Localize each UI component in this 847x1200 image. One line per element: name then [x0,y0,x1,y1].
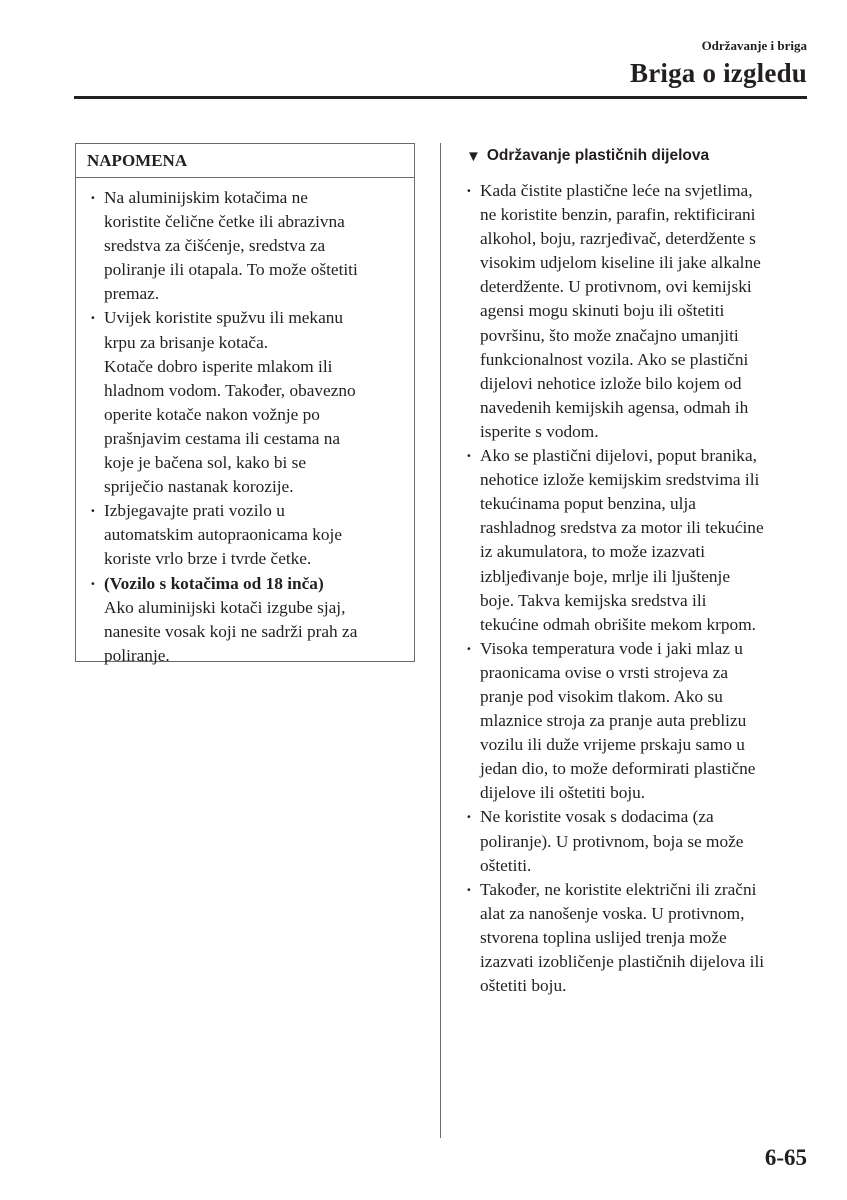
right-column [466,143,811,998]
note-item [90,186,406,306]
note-item-text: Uvijek koristite spužvu ili mekanu krpu za brisanje kotača. Kotače dobro isperite mlakom ili hladnom vodom. Također, obavezno operite kotače nakon vožnje po prašnjavim cestama ili cestama na koje je bačena sol, kako bi se spriječio nastanak korozije. [104,308,356,497]
header-rule [74,96,807,99]
section-list [466,179,811,998]
bullet-dot: · [90,308,96,328]
note-item [90,306,406,499]
list-item-text: Ako se plastični dijelovi, poput branika, nehotice izlože kemijskim sredstvima ili tekućinama poput benzina, ulja rashladnog sredstva za motor ili tekućine iz akumulatora, to može izazvati izbljeđivanje boje, mrlje ili ljuštenje boje. Takva kemijska sredstva ili tekućine odmah obrišite mekom krpom. [480,446,764,634]
page-title: Briga o izgledu [630,58,807,88]
list-item-text: Kada čistite plastične leće na svjetlima, ne koristite benzin, parafin, rektificirani alkohol, boju, razrjeđivač, deterdžente s visokim udjelom kiseline ili jake alkalne deterdžente. U protivnom, ovi kemijski agensi mogu skinuti boju ili oštetiti površinu, što može značajno umanjiti funkcionalnost vozila. Ako se plastični dijelovi nehotice izlože bilo kojem od navedenih kemijskih agensa, odmah ih isperite s vodom. [480,181,761,441]
bullet-dot: · [466,638,472,658]
bullet-dot: · [466,879,472,899]
bullet-dot: · [90,188,96,207]
note-item [90,572,406,668]
list-item [466,444,811,637]
note-item-text: Na aluminijskim kotačima ne koristite čelične četke ili abrazivna sredstva za čišćenje, sredstva za poliranje ili otapala. To može oštetiti premaz. [104,188,358,304]
note-list [76,178,414,668]
bullet-dot: · [466,181,472,200]
note-item [90,499,406,571]
bullet-dot: · [90,501,96,521]
bullet-dot: · [466,807,472,827]
note-item-bold-heading: (Vozilo s kotačima od 18 inča) [104,573,324,593]
column-divider [440,143,441,1138]
bullet-dot: · [90,573,96,593]
bullet-dot: · [466,446,472,466]
list-item [466,637,811,806]
note-item-text: Izbjegavajte prati vozilo u automatskim autopraonicama koje koriste vrlo brze i tvrde četke. [104,501,343,569]
header-section-label: Održavanje i briga [701,38,807,53]
section-heading-text: Održavanje plastičnih dijelova [486,147,710,164]
list-item-text: Ne koristite vosak s dodacima (za poliranje). U protivnom, boja se može oštetiti. [480,807,744,875]
note-heading: NAPOMENA [76,144,414,178]
triangle-down-icon: ▼ [466,147,481,165]
note-box [75,143,415,665]
page-number: 6-65 [764,1145,807,1170]
list-item [466,878,811,998]
section-heading [466,143,811,169]
list-item [466,179,811,444]
list-item-text: Visoka temperatura vode i jaki mlaz u praonicama ovise o vrsti strojeva za pranje pod visokim tlakom. Ako su mlaznice stroja za pranje auta preblizu vozilu ili duže vrijeme prskaju samo u jedan dio, to može deformirati plastične dijelove ili oštetiti boju. [480,638,756,803]
list-item-text: Također, ne koristite električni ili zračni alat za nanošenje voska. U protivnom, stvorena toplina uslijed trenja može izazvati izobličenje plastičnih dijelova ili oštetiti boju. [480,879,765,996]
note-item-text: Ako aluminijski kotači izgube sjaj, nanesite vosak koji ne sadrži prah za poliranje. [104,597,358,665]
list-item [466,805,811,877]
